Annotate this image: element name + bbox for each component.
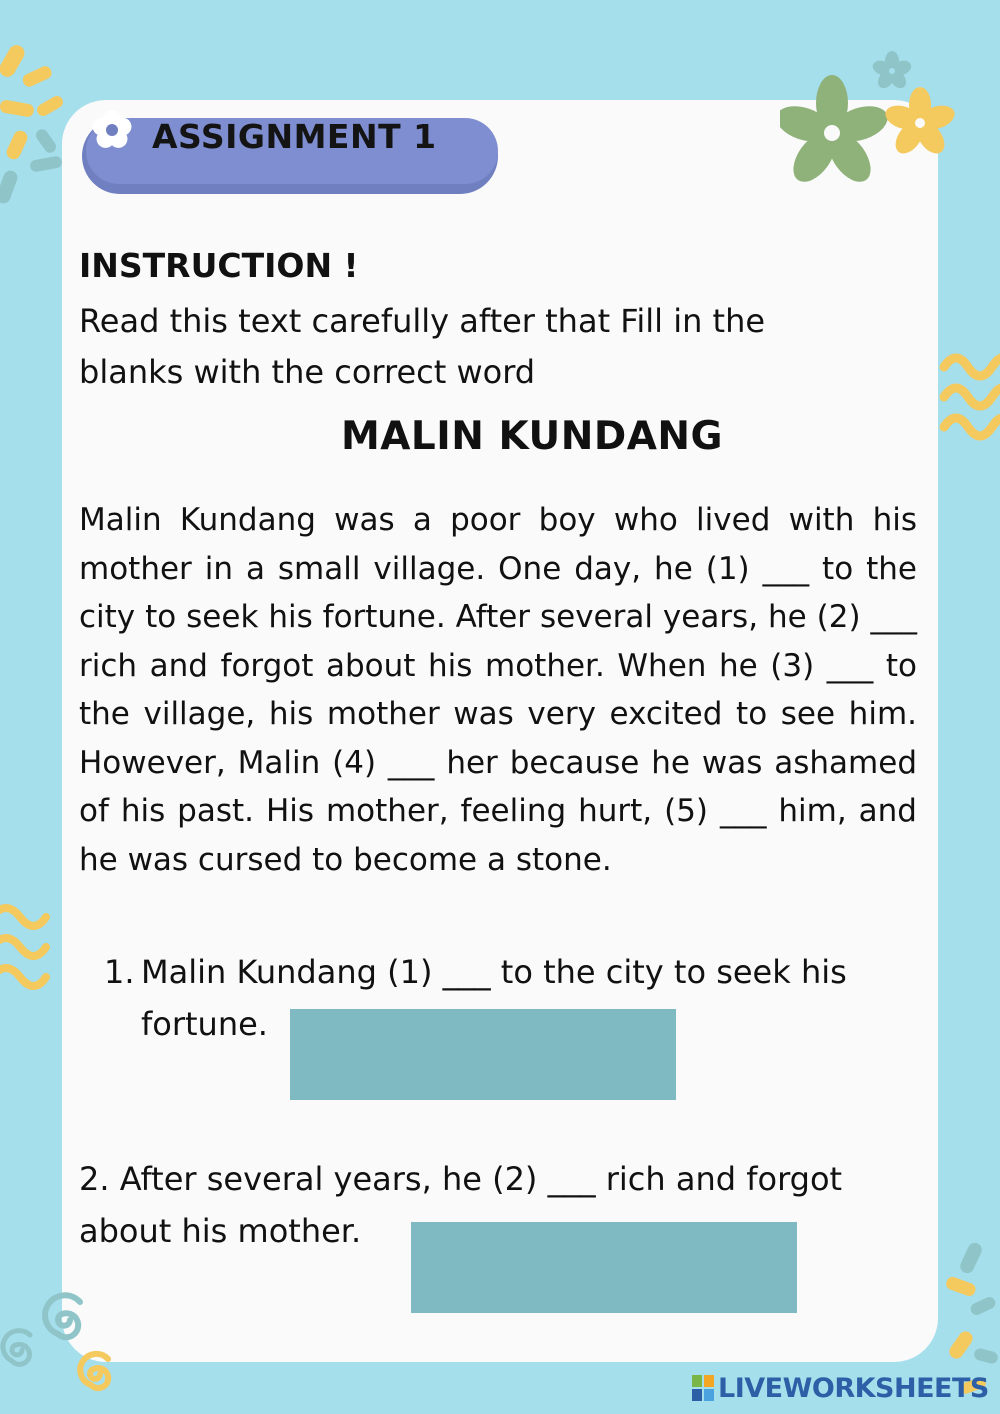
banner-flower-icon (86, 104, 138, 156)
question-2-text: 2. After several years, he (2) ___ rich and forgot about his mother. (79, 1160, 843, 1250)
answer-1-input[interactable] (290, 1009, 676, 1100)
squiggle-left-icon (0, 895, 60, 995)
story-title: MALIN KUNDANG (340, 414, 724, 459)
instruction-heading: INSTRUCTION ! (79, 246, 359, 285)
liveworksheets-brand (692, 1372, 989, 1404)
story-text: Malin Kundang was a poor boy who lived with his mother in a small village. One day, he (1) ___ to the city to seek his fortune. After several years, he (2) ___ rich and forgot about his mother. When he (3) ___ to the village, his mother was very excited to see him. However, Malin (4) ___ her because he was ashamed of his past. His mother, feeling hurt, (5) ___ him, and he was cursed to become a stone. (79, 502, 917, 878)
instruction-text: Read this text carefully after that Fill in the blanks with the correct word (79, 302, 766, 391)
answer-2-input[interactable] (411, 1222, 797, 1313)
brand-name: LIVEWORKSHEETS (718, 1372, 989, 1404)
flower-decoration-icon (780, 45, 970, 195)
spiral-decoration-icon (0, 1290, 130, 1410)
question-1-text: Malin Kundang (1) ___ to the city to seek his fortune. (141, 953, 847, 1043)
question-1-number: 1. (104, 953, 135, 991)
liveworksheets-logo-icon (692, 1375, 714, 1401)
assignment-title: ASSIGNMENT 1 (152, 117, 437, 156)
